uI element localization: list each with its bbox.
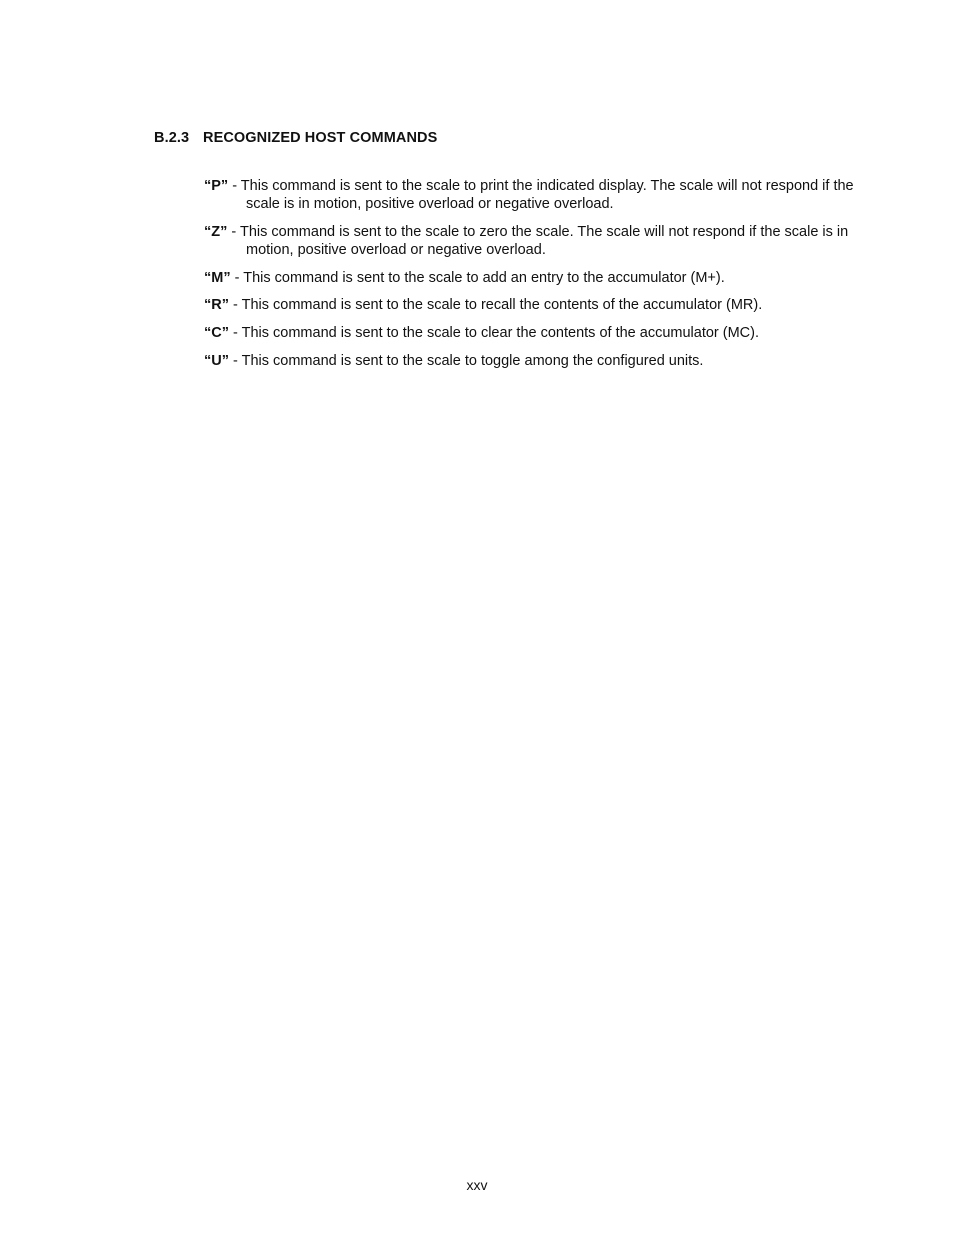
command-item-c [204,324,886,342]
command-key: “P” [204,178,229,194]
command-description: - This command is sent to the scale to recall the contents of the accumulator (MR). [228,297,763,313]
command-key: “M” [204,270,231,286]
command-item-u [204,352,886,370]
command-description: - This command is sent to the scale to toggle among the configured units. [228,353,704,369]
command-item-m [204,269,886,287]
command-description: - This command is sent to the scale to print the indicated display. The scale will not respond if the scale is in motion, positive overload or negative overload. [228,178,854,212]
page-number: xxv [466,1177,488,1193]
command-description: - This command is sent to the scale to add an entry to the accumulator (M+). [230,270,725,286]
section-number: B.2.3 [154,130,190,146]
command-item-z [204,223,886,259]
section-heading [154,130,437,146]
command-item-r [204,296,886,314]
command-key: “C” [204,325,229,341]
command-item-p [204,177,886,213]
command-description: - This command is sent to the scale to zero the scale. The scale will not respond if the scale is in motion, positive overload or negative overload. [227,224,849,258]
section-title: RECOGNIZED HOST COMMANDS [203,130,438,146]
command-key: “R” [204,297,229,313]
command-key: “U” [204,353,229,369]
command-key: “Z” [204,224,228,240]
command-description: - This command is sent to the scale to clear the contents of the accumulator (MC). [228,325,759,341]
